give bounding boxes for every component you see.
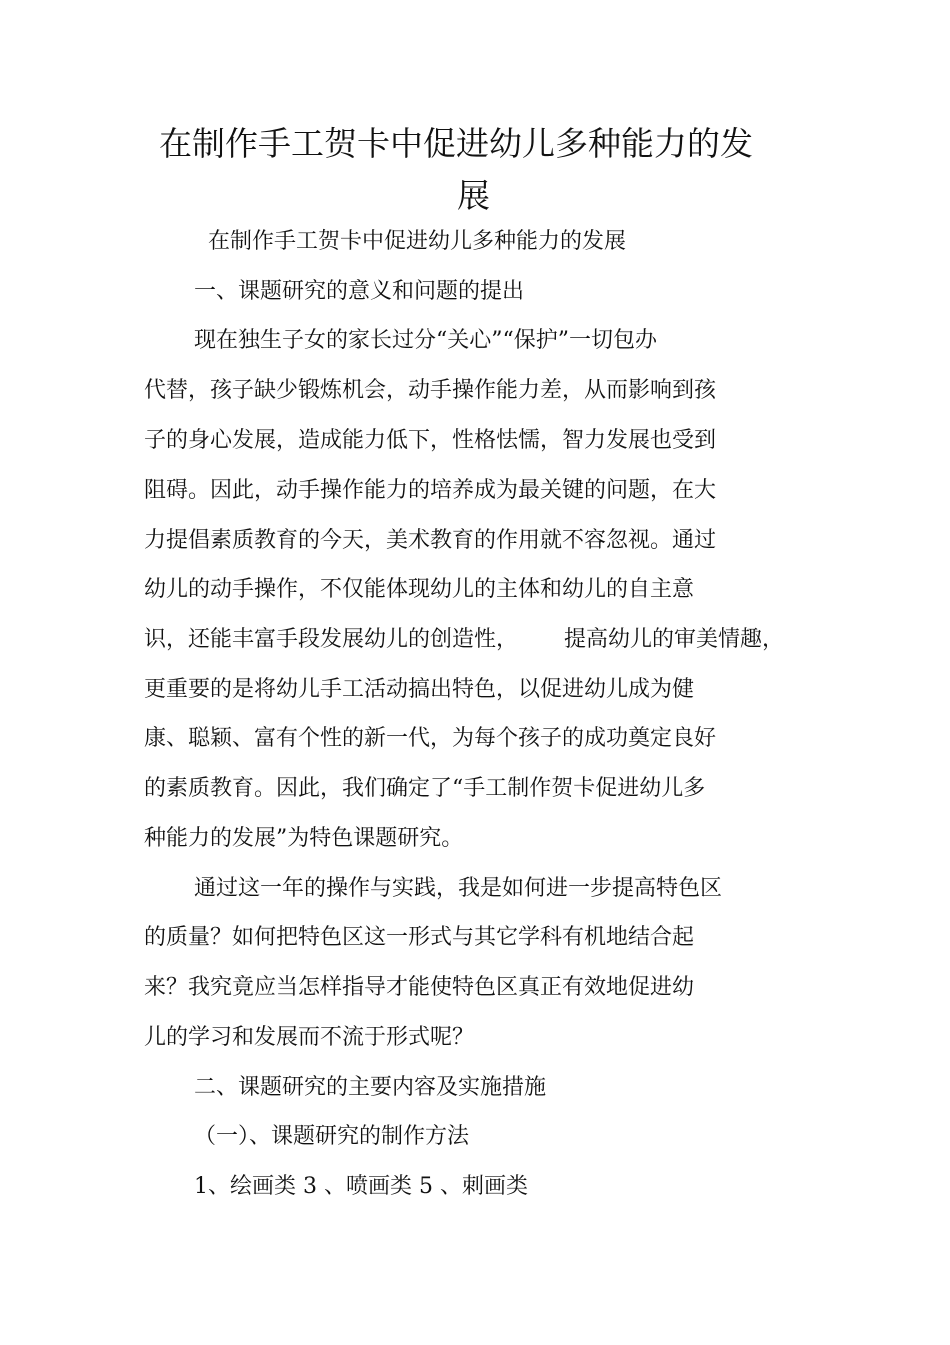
method-list-line: 1、绘画类 3 、喷画类 5 、刺画类 xyxy=(194,1174,528,1199)
subsection-heading: （一）、课题研究的制作方法 xyxy=(194,1124,470,1149)
paragraph-line: 儿的学习和发展而不流于形式呢？ xyxy=(144,1025,475,1050)
paragraph-line: 更重要的是将幼儿手工活动搞出特色，以促进幼儿成为健 xyxy=(144,677,695,702)
paragraph-line: 识，还能丰富手段发展幼儿的创造性， xyxy=(144,627,519,652)
paragraph-line: 代替，孩子缺少锻炼机会，动手操作能力差，从而影响到孩 xyxy=(144,378,717,403)
paragraph-line: 的素质教育。因此，我们确定了“手工制作贺卡促进幼儿多 xyxy=(144,776,706,801)
document-title-line-2: 展 xyxy=(457,176,490,215)
paragraph-line: 力提倡素质教育的今天，美术教育的作用就不容忽视。通过 xyxy=(144,528,717,553)
paragraph-line: 种能力的发展”为特色课题研究。 xyxy=(144,826,464,851)
paragraph-line: 现在独生子女的家长过分“关心”“保护”一切包办 xyxy=(194,328,657,353)
paragraph-line-continuation: 提高幼儿的审美情趣， xyxy=(564,627,785,652)
section-heading-1: 一、课题研究的意义和问题的提出 xyxy=(194,279,525,304)
section-heading-2: 二、课题研究的主要内容及实施措施 xyxy=(194,1075,547,1100)
subtitle: 在制作手工贺卡中促进幼儿多种能力的发展 xyxy=(208,229,627,254)
paragraph-line: 通过这一年的操作与实践，我是如何进一步提高特色区 xyxy=(194,876,723,901)
paragraph-line: 子的身心发展，造成能力低下，性格怯懦，智力发展也受到 xyxy=(144,428,717,453)
paragraph-line: 康、聪颖、富有个性的新一代，为每个孩子的成功奠定良好 xyxy=(144,726,717,751)
paragraph-line: 阻碍。因此，动手操作能力的培养成为最关键的问题，在大 xyxy=(144,478,717,503)
paragraph-line: 幼儿的动手操作，不仅能体现幼儿的主体和幼儿的自主意 xyxy=(144,577,695,602)
paragraph-line: 的质量？如何把特色区这一形式与其它学科有机地结合起 xyxy=(144,925,695,950)
document-title-line-1: 在制作手工贺卡中促进幼儿多种能力的发 xyxy=(159,124,753,163)
paragraph-line: 来？我究竟应当怎样指导才能使特色区真正有效地促进幼 xyxy=(144,975,695,1000)
